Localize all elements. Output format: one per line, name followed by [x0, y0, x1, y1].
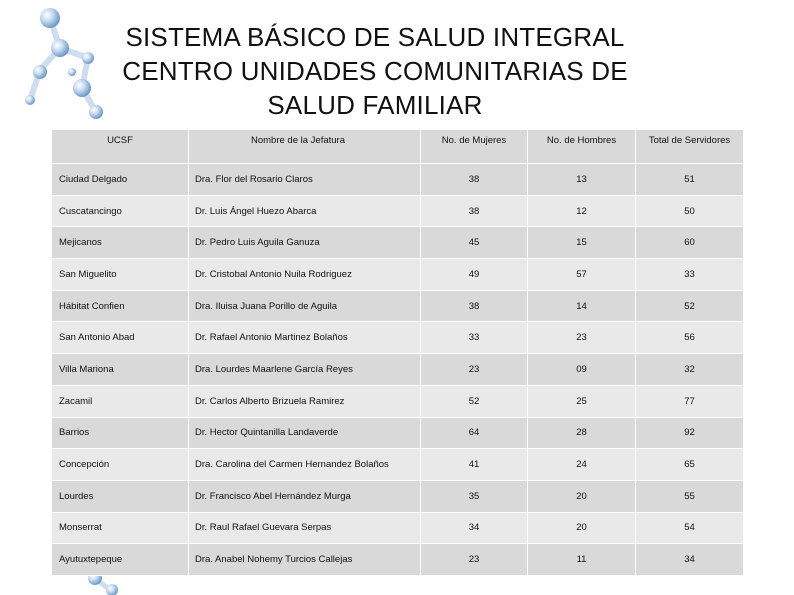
cell-hombres: 13	[528, 164, 636, 196]
cell-jefatura: Dr. Hector Quintanilla Landaverde	[189, 417, 421, 449]
title-line-3: SALUD FAMILIAR	[267, 90, 483, 120]
cell-jefatura: Dr. Rafael Antonio Martinez Bolaños	[189, 322, 421, 354]
cell-jefatura: Dra. Carolina del Carmen Hernandez Bolaños	[189, 449, 421, 481]
cell-hombres: 57	[528, 259, 636, 291]
column-header-total: Total de Servidores	[636, 130, 744, 164]
cell-ucsf: San Miguelito	[52, 259, 189, 291]
cell-mujeres: 38	[421, 195, 528, 227]
table-row	[52, 227, 744, 259]
cell-hombres: 14	[528, 290, 636, 322]
cell-hombres: 15	[528, 227, 636, 259]
table-row	[52, 512, 744, 544]
column-header-hombres: No. de Hombres	[528, 130, 636, 164]
cell-total: 56	[636, 322, 744, 354]
cell-ucsf: San Antonio Abad	[52, 322, 189, 354]
cell-ucsf: Barrios	[52, 417, 189, 449]
cell-hombres: 11	[528, 544, 636, 576]
cell-hombres: 24	[528, 449, 636, 481]
cell-total: 77	[636, 385, 744, 417]
cell-ucsf: Cuscatancingo	[52, 195, 189, 227]
title-line-2: CENTRO UNIDADES COMUNITARIAS DE	[122, 56, 628, 86]
cell-mujeres: 45	[421, 227, 528, 259]
cell-jefatura: Dra. Anabel Nohemy Turcios Callejas	[189, 544, 421, 576]
cell-ucsf: Villa Mariona	[52, 354, 189, 386]
cell-mujeres: 49	[421, 259, 528, 291]
cell-jefatura: Dr. Francisco Abel Hernández Murga	[189, 480, 421, 512]
cell-hombres: 12	[528, 195, 636, 227]
cell-mujeres: 35	[421, 480, 528, 512]
cell-mujeres: 64	[421, 417, 528, 449]
cell-hombres: 28	[528, 417, 636, 449]
title-line-1: SISTEMA BÁSICO DE SALUD INTEGRAL	[125, 22, 625, 52]
cell-ucsf: Ayutuxtepeque	[52, 544, 189, 576]
cell-jefatura: Dra. Flor del Rosario Claros	[189, 164, 421, 196]
cell-mujeres: 41	[421, 449, 528, 481]
cell-hombres: 20	[528, 480, 636, 512]
cell-total: 51	[636, 164, 744, 196]
column-header-mujeres: No. de Mujeres	[421, 130, 528, 164]
table-row	[52, 259, 744, 291]
cell-jefatura: Dr. Luis Ángel Huezo Abarca	[189, 195, 421, 227]
cell-jefatura: Dra. Lourdes Maarlene García Reyes	[189, 354, 421, 386]
cell-total: 55	[636, 480, 744, 512]
table-row	[52, 449, 744, 481]
cell-total: 52	[636, 290, 744, 322]
table-row	[52, 354, 744, 386]
cell-total: 33	[636, 259, 744, 291]
column-header-jefatura: Nombre de la Jefatura	[189, 130, 421, 164]
cell-mujeres: 34	[421, 512, 528, 544]
cell-hombres: 20	[528, 512, 636, 544]
cell-mujeres: 38	[421, 290, 528, 322]
cell-total: 92	[636, 417, 744, 449]
cell-hombres: 09	[528, 354, 636, 386]
column-header-ucsf: UCSF	[52, 130, 189, 164]
table-row	[52, 544, 744, 576]
cell-ucsf: Monserrat	[52, 512, 189, 544]
cell-mujeres: 23	[421, 544, 528, 576]
cell-hombres: 25	[528, 385, 636, 417]
table-row	[52, 290, 744, 322]
cell-jefatura: Dr. Cristobal Antonio Nuila Rodriguez	[189, 259, 421, 291]
cell-total: 50	[636, 195, 744, 227]
cell-jefatura: Dr. Pedro Luis Aguila Ganuza	[189, 227, 421, 259]
cell-total: 32	[636, 354, 744, 386]
table-row	[52, 417, 744, 449]
table-body	[52, 164, 744, 576]
cell-jefatura: Dr. Raul Rafael Guevara Serpas	[189, 512, 421, 544]
staff-table	[51, 129, 744, 576]
table-row	[52, 195, 744, 227]
table-row	[52, 385, 744, 417]
table-row	[52, 322, 744, 354]
cell-mujeres: 38	[421, 164, 528, 196]
cell-total: 65	[636, 449, 744, 481]
cell-mujeres: 23	[421, 354, 528, 386]
cell-mujeres: 52	[421, 385, 528, 417]
cell-total: 54	[636, 512, 744, 544]
cell-ucsf: Ciudad Delgado	[52, 164, 189, 196]
cell-ucsf: Lourdes	[52, 480, 189, 512]
page-title	[90, 20, 660, 122]
cell-ucsf: Mejicanos	[52, 227, 189, 259]
cell-mujeres: 33	[421, 322, 528, 354]
cell-total: 60	[636, 227, 744, 259]
cell-total: 34	[636, 544, 744, 576]
table-row	[52, 164, 744, 196]
table-header-row	[52, 130, 744, 164]
cell-jefatura: Dr. Carlos Alberto Brizuela Ramirez	[189, 385, 421, 417]
cell-hombres: 23	[528, 322, 636, 354]
cell-ucsf: Hábitat Confien	[52, 290, 189, 322]
cell-jefatura: Dra. Iluisa Juana Porillo de Aguila	[189, 290, 421, 322]
table-row	[52, 480, 744, 512]
cell-ucsf: Zacamil	[52, 385, 189, 417]
cell-ucsf: Concepción	[52, 449, 189, 481]
